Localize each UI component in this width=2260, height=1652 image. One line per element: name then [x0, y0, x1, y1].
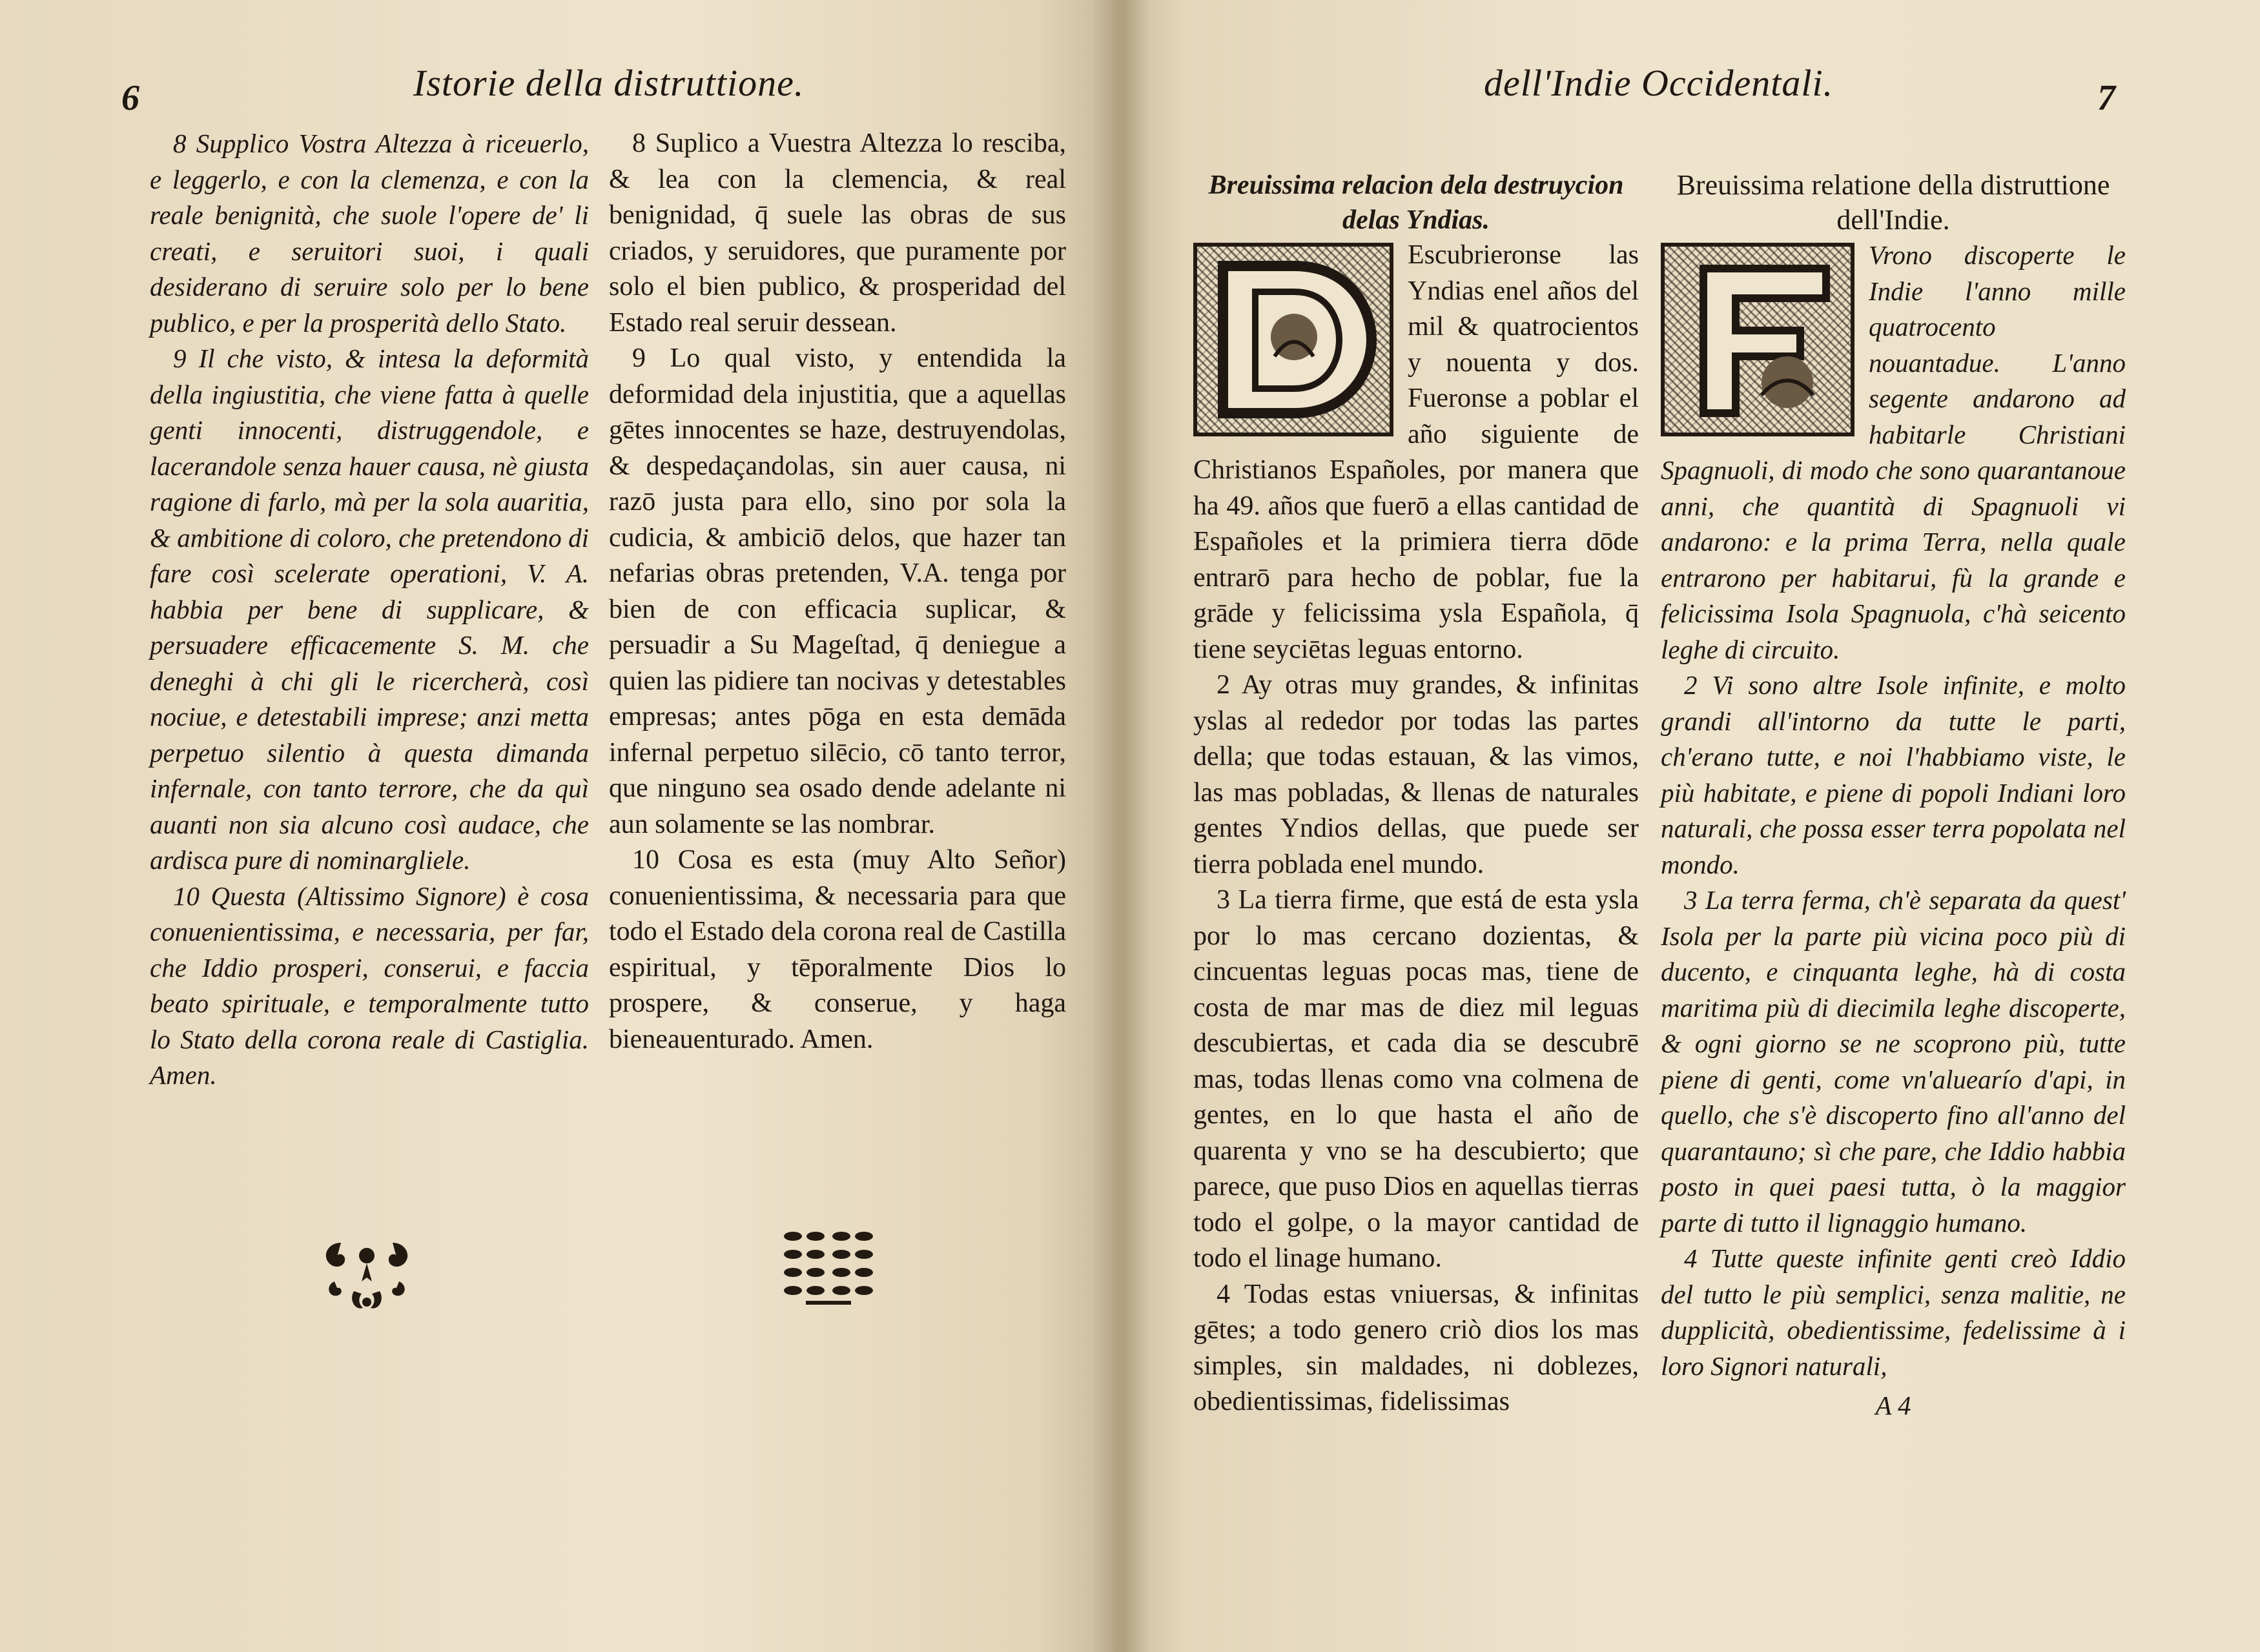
spanish-column-right [1193, 168, 1639, 1420]
signature-mark: A 4 [1875, 1391, 1911, 1420]
page-number-right: 7 [2097, 78, 2115, 118]
spanish-paragraph: 3 La tierra firme, que está de esta ysla por lo mas cercano dozientas, & cincuentas leguas pocas mas, tiene de costa de mar mas de diez mil leguas descubiertas, et cada dia se descubrē mas, todas llenas como vna colmena de gentes, en lo que hasta el año de quarenta y vno se ha descubierto; que parece, que puso Dios en aquellas tierras todo el golpe, o la mayor cantidad de todo el linage humano. [1193, 885, 1639, 1273]
italian-paragraph: 4 Tutte queste infinite genti creò Iddio del tutto le più semplici, senza malitie, ne dupplicità, obedientissime, fedelissime à i loro Signori naturali, [1661, 1243, 2126, 1381]
running-head-right: dell'Indie Occidentali. [1484, 62, 1834, 104]
fleuron-ornament [315, 1230, 418, 1320]
italian-paragraph: 2 Vi sono altre Isole infinite, e molto grandi all'intorno da tutte le parti, ch'erano tutte, e noi l'habbiamo viste, le più habitate, e piene di popoli Indiani loro naturali, che possa esser terra popolata nel mondo. [1661, 670, 2126, 879]
printer-ornament [780, 1230, 877, 1314]
spanish-column-left [609, 126, 1066, 1057]
italian-paragraph: Vrono discoperte le Indie l'anno mille quatrocento nouantadue. L'anno segente andarono ad habitarle Christiani Spagnuoli, di modo che sono quarantanoue anni, che quantità di Spagnuoli vi andarono: e la prima Terra, nella quale entrarono per habitarui, fù la grande e felicissima Isola Spagnuola, c'hà seicento leghe di circuito. [1661, 240, 2126, 664]
italian-column-heading: Breuissima relatione della distruttione dell'Indie. [1676, 169, 2110, 236]
spanish-paragraph: 4 Todas estas vniuersas, & infinitas gētes; a todo genero criò dios los mas simples, sin maldades, ni doblezes, obedientissimas, fidelissimas [1193, 1279, 1639, 1416]
italian-paragraph: 10 Questa (Altissimo Signore) è cosa conuenientissima, e necessaria, per far, che Iddio prosperi, conserui, e faccia beato spirituale, e temporalmente tutto lo Stato della corona reale di Castiglia. Amen. [150, 881, 589, 1090]
italian-paragraph: 9 Il che visto, & intesa la deformità della ingiustitia, che viene fatta à quelle genti innocenti, distruggendole, e lacerandole senza hauer causa, nè giusta ragione di farlo, mà per la sola auaritia, & ambitione di coloro, che pretendono di fare così scelerate operationi, V. A. habbia per bene di supplicare, & persuadere efficacemente S. M. che deneghi à chi gli le ricercherà, così nociue, e detestabili imprese; anzi metta perpetuo silentio à questa dimanda infernale, con tanto terrore, che da quì auanti non sia alcuno così audace, che ardisca pure di nominargliele. [150, 343, 589, 875]
book-gutter [1091, 0, 1149, 1652]
left-page [0, 0, 1116, 1652]
italian-paragraph: 8 Supplico Vostra Altezza à riceuerlo, e leggerlo, e con la clemenza, e con la reale benignità, che suole l'opere de' li creati, e seruitori suoi, i quali desiderano di seruire solo per lo bene publico, e per la prosperità dello Stato. [150, 128, 589, 338]
spanish-paragraph: 2 Ay otras muy grandes, & infinitas yslas al rededor por todas las partes della; que todas estauan, & las vimos, las mas pobladas, & llenas de naturales gentes Yndios dellas, que puede ser tierra poblada enel mundo. [1193, 670, 1639, 879]
spanish-paragraph: 8 Suplico a Vuestra Altezza lo resciba, & lea con la clemencia, & real benignidad, q̄ suele las obras de sus criados, y seruidores, que puramente por solo el bien publico, & prosperidad del Estado real seruir dessean. [609, 128, 1066, 338]
spanish-paragraph: 9 Lo qual visto, y entendida la deformidad dela injustitia, que a aquellas gētes innocentes se haze, destruyendolas, & despedaçandolas, sin auer causa, ni razō justa para ello, sino por sola la cudicia, & ambiciō delos, que hazer tan nefarias obras pretenden, V.A. tenga por bien de con efficacia suplicar, & persuadir a Su Mageſtad, q̄ deniegue a quien las pidiere tan nocivas y detestables empresas; antes pōga en esta demāda infernal perpetuo silēcio, cō tanto terror, que ninguno sea osado dende adelante ni aun solamente se las nombrar. [609, 343, 1066, 839]
spanish-paragraph: 10 Cosa es esta (muy Alto Señor) conuenientissima, & necessaria para que todo el Estado dela corona real de Castilla espiritual, y tēporalmente Dios lo prospere, & conserue, y haga bieneauenturado. Amen. [609, 845, 1066, 1054]
spanish-column-heading: Breuissima relacion dela destruycion delas Yndias. [1208, 170, 1624, 235]
running-head-left: Istorie della distruttione. [413, 62, 805, 104]
page-number-left: 6 [121, 78, 139, 118]
italian-column-left [150, 126, 589, 1094]
right-page [1116, 0, 2260, 1652]
decorated-initial-d [1193, 243, 1393, 436]
spanish-paragraph: Escubrieronse las Yndias enel años del mil & quatrocientos y nouenta y dos. Fueronse a poblar el año siguiente de Christianos Españoles, por manera que ha 49. años que fuerō a ellas cantidad de Españoles et la primiera tierra dōde entrarō para hecho de poblar, fue la grāde y felicissima ysla Española, q̄ tiene seyciētas leguas entorno. [1193, 240, 1639, 664]
italian-column-right [1661, 168, 2126, 1424]
decorated-initial-f [1661, 243, 1854, 436]
italian-paragraph: 3 La terra ferma, ch'è separata da quest' Isola per la parte più vicina poco più di ducento, e cinquanta leghe, hà di costa maritima più di diecimila leghe discoperte, & ogni giorno se ne scoprono più, tutte piene di genti, come vn'aluearío d'api, in quello, che s'è discoperto fino all'anno del quarantauno; sì che pare, che Iddio habbia posto in quei paesi tutta, ò la maggior parte di tutto il lignaggio humano. [1661, 885, 2126, 1238]
